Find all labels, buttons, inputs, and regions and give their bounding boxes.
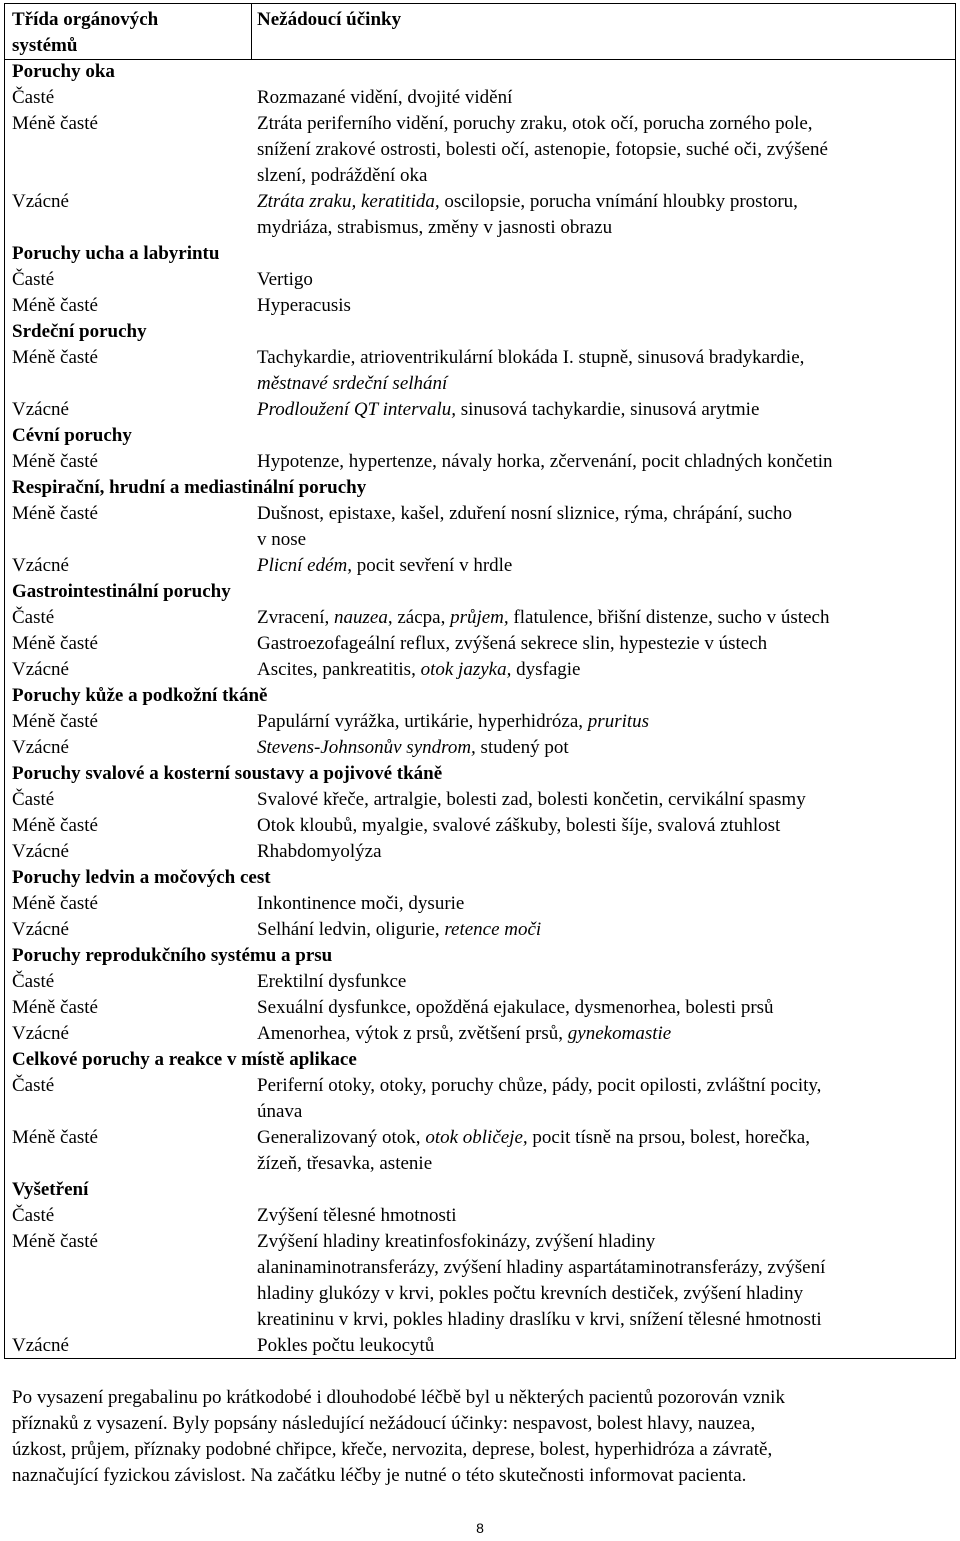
effect-text: žízeň, třesavka, astenie bbox=[257, 1153, 433, 1174]
effects-cell bbox=[257, 917, 950, 943]
effect-text: pocit tísně na prsou, bolest, horečka, bbox=[527, 1127, 810, 1148]
table-row bbox=[12, 1099, 950, 1125]
frequency-cell: Vzácné bbox=[12, 659, 69, 680]
effect-text: Zvracení, bbox=[257, 607, 335, 628]
section-heading-row bbox=[12, 865, 950, 891]
effects-cell bbox=[257, 1151, 950, 1177]
section-title: Poruchy kůže a podkožní tkáně bbox=[12, 685, 268, 706]
adverse-effects-table bbox=[4, 3, 956, 1359]
effects-cell bbox=[257, 501, 950, 527]
table-row bbox=[12, 345, 950, 371]
section-heading-row bbox=[12, 683, 950, 709]
effect-text: Dušnost, epistaxe, kašel, zduření nosní sliznice, rýma, chrápání, sucho bbox=[257, 503, 793, 524]
table-row bbox=[12, 1255, 950, 1281]
effect-text: Amenorhea, výtok z prsů, zvětšení prsů, bbox=[257, 1023, 568, 1044]
effect-text: Erektilní dysfunkce bbox=[257, 971, 407, 992]
footnote-line: Po vysazení pregabalinu po krátkodobé i dlouhodobé léčbě byl u některých pacientů pozorován vznik bbox=[12, 1387, 785, 1408]
frequency-cell: Méně časté bbox=[12, 295, 98, 316]
section-heading-row bbox=[12, 241, 950, 267]
effect-text: gynekomastie bbox=[567, 1023, 672, 1044]
effect-text: Rhabdomyolýza bbox=[257, 841, 382, 862]
section-title: Vyšetření bbox=[12, 1179, 89, 1200]
effect-text: oscilopsie, porucha vnímání hloubky prostoru, bbox=[439, 191, 798, 212]
frequency-cell: Vzácné bbox=[12, 399, 69, 420]
footnote-line: úzkost, průjem, příznaky podobné chřipce, křeče, nervozita, deprese, bolest, hyperhidróza a závratě, bbox=[12, 1439, 773, 1460]
effects-cell bbox=[257, 449, 950, 475]
effects-cell bbox=[257, 267, 950, 293]
effect-text: otok obličeje, bbox=[425, 1127, 528, 1148]
effects-cell bbox=[257, 85, 950, 111]
table-row bbox=[12, 163, 950, 189]
effect-text: Hyperacusis bbox=[257, 295, 351, 316]
frequency-cell: Méně časté bbox=[12, 893, 98, 914]
effect-text: Stevens-Johnsonův syndrom, bbox=[257, 737, 476, 758]
frequency-cell bbox=[12, 1255, 257, 1281]
frequency-cell: Vzácné bbox=[12, 191, 69, 212]
effects-cell bbox=[257, 735, 950, 761]
frequency-cell: Méně časté bbox=[12, 503, 98, 524]
effect-text: městnavé srdeční selhání bbox=[257, 373, 448, 394]
effect-text: pruritus bbox=[587, 711, 650, 732]
effect-text: Sexuální dysfunkce, opožděná ejakulace, dysmenorhea, bolesti prsů bbox=[257, 997, 774, 1018]
effects-cell bbox=[257, 1203, 950, 1229]
section-title: Celkové poruchy a reakce v místě aplikace bbox=[12, 1049, 357, 1070]
effect-text: Generalizovaný otok, bbox=[257, 1127, 426, 1148]
table-row bbox=[12, 1229, 950, 1255]
effect-text: flatulence, břišní distenze, sucho v ústech bbox=[508, 607, 830, 628]
effect-text: Gastroezofageální reflux, zvýšená sekrece slin, hypestezie v ústech bbox=[257, 633, 768, 654]
effect-text: Plicní edém, bbox=[257, 555, 352, 576]
section-title: Cévní poruchy bbox=[12, 425, 132, 446]
effect-text: Hypotenze, hypertenze, návaly horka, zčervenání, pocit chladných končetin bbox=[257, 451, 833, 472]
table-header-row-cont bbox=[12, 33, 950, 59]
table-row bbox=[12, 189, 950, 215]
table-row bbox=[12, 501, 950, 527]
effects-cell bbox=[257, 1021, 950, 1047]
table-body bbox=[12, 7, 950, 1359]
section-heading-row bbox=[12, 1177, 950, 1203]
table-row bbox=[12, 709, 950, 735]
frequency-cell: Vzácné bbox=[12, 919, 69, 940]
frequency-cell: Méně časté bbox=[12, 1127, 98, 1148]
effect-text: hladiny glukózy v krvi, pokles počtu krevních destiček, zvýšení hladiny bbox=[257, 1283, 804, 1304]
section-heading-row bbox=[12, 943, 950, 969]
effects-cell bbox=[257, 787, 950, 813]
frequency-cell: Vzácné bbox=[12, 1023, 69, 1044]
effects-cell bbox=[257, 605, 950, 631]
frequency-cell: Méně časté bbox=[12, 347, 98, 368]
frequency-cell: Časté bbox=[12, 607, 55, 628]
table-row bbox=[12, 1307, 950, 1333]
frequency-cell: Časté bbox=[12, 1075, 55, 1096]
effect-text: studený pot bbox=[475, 737, 569, 758]
table-row bbox=[12, 735, 950, 761]
table-row bbox=[12, 1125, 950, 1151]
table-row bbox=[12, 111, 950, 137]
effects-cell bbox=[257, 1073, 950, 1099]
effect-text: snížení zrakové ostrosti, bolesti očí, astenopie, fotopsie, suché oči, zvýšené bbox=[257, 139, 828, 160]
table-row bbox=[12, 891, 950, 917]
withdrawal-note bbox=[12, 1385, 952, 1489]
frequency-cell: Méně časté bbox=[12, 451, 98, 472]
effect-text: Prodloužení QT intervalu, bbox=[257, 399, 456, 420]
frequency-cell bbox=[12, 371, 257, 397]
table-row bbox=[12, 293, 950, 319]
effect-text: Ztráta zraku, keratitida, bbox=[257, 191, 440, 212]
section-heading-row bbox=[12, 1047, 950, 1073]
effect-text: Inkontinence moči, dysurie bbox=[257, 893, 465, 914]
effects-cell bbox=[257, 1229, 950, 1255]
frequency-cell bbox=[12, 163, 257, 189]
frequency-cell bbox=[12, 1281, 257, 1307]
section-title: Srdeční poruchy bbox=[12, 321, 147, 342]
frequency-cell: Méně časté bbox=[12, 997, 98, 1018]
effect-text: sinusová tachykardie, sinusová arytmie bbox=[455, 399, 760, 420]
effect-text: , zácpa, bbox=[387, 607, 451, 628]
effects-cell bbox=[257, 1099, 950, 1125]
effects-cell bbox=[257, 995, 950, 1021]
table-row bbox=[12, 969, 950, 995]
header-organ-class: Třída orgánových bbox=[12, 9, 159, 30]
effect-text: otok jazyka, bbox=[420, 659, 512, 680]
effect-text: Pokles počtu leukocytů bbox=[257, 1335, 435, 1356]
effect-text: nauzea bbox=[334, 607, 388, 628]
table-row bbox=[12, 839, 950, 865]
table-row bbox=[12, 553, 950, 579]
section-heading-row bbox=[12, 579, 950, 605]
section-heading-row bbox=[12, 475, 950, 501]
frequency-cell: Časté bbox=[12, 789, 55, 810]
table-row bbox=[12, 1333, 950, 1359]
effect-text: Zvýšení tělesné hmotnosti bbox=[257, 1205, 457, 1226]
effects-cell bbox=[257, 813, 950, 839]
effect-text: retence moči bbox=[444, 919, 542, 940]
effect-text: Vertigo bbox=[257, 269, 313, 290]
effects-cell bbox=[257, 1125, 950, 1151]
effect-text: alaninaminotransferázy, zvýšení hladiny aspartátaminotransferázy, zvýšení bbox=[257, 1257, 826, 1278]
effects-cell bbox=[257, 163, 950, 189]
effect-text: Otok kloubů, myalgie, svalové záškuby, bolesti šíje, svalová ztuhlost bbox=[257, 815, 781, 836]
section-title: Respirační, hrudní a mediastinální poruchy bbox=[12, 477, 367, 498]
frequency-cell bbox=[12, 1151, 257, 1177]
table-row bbox=[12, 631, 950, 657]
effects-cell bbox=[257, 189, 950, 215]
effects-cell bbox=[257, 1281, 950, 1307]
table-row bbox=[12, 215, 950, 241]
frequency-cell bbox=[12, 215, 257, 241]
effect-text: Periferní otoky, otoky, poruchy chůze, pády, pocit opilosti, zvláštní pocity, bbox=[257, 1075, 822, 1096]
effects-cell bbox=[257, 293, 950, 319]
effect-text: slzení, podráždění oka bbox=[257, 165, 428, 186]
frequency-cell bbox=[12, 1099, 257, 1125]
table-row bbox=[12, 527, 950, 553]
frequency-cell bbox=[12, 137, 257, 163]
effect-text: dysfagie bbox=[511, 659, 581, 680]
frequency-cell: Méně časté bbox=[12, 711, 98, 732]
effects-cell bbox=[257, 891, 950, 917]
section-heading-row bbox=[12, 59, 950, 85]
frequency-cell: Časté bbox=[12, 269, 55, 290]
effects-cell bbox=[257, 371, 950, 397]
frequency-cell bbox=[12, 1307, 257, 1333]
frequency-cell: Méně časté bbox=[12, 633, 98, 654]
effects-cell bbox=[257, 1307, 950, 1333]
header-organ-class-cont: systémů bbox=[12, 35, 78, 56]
section-title: Gastrointestinální poruchy bbox=[12, 581, 231, 602]
table-header-row bbox=[12, 7, 950, 33]
table-row bbox=[12, 813, 950, 839]
effect-text: Ascites, pankreatitis, bbox=[257, 659, 421, 680]
effects-cell bbox=[257, 1255, 950, 1281]
table-row bbox=[12, 1203, 950, 1229]
effect-text: mydriáza, strabismus, změny v jasnosti obrazu bbox=[257, 217, 613, 238]
effect-text: pocit sevření v hrdle bbox=[351, 555, 513, 576]
frequency-cell: Časté bbox=[12, 971, 55, 992]
frequency-cell: Vzácné bbox=[12, 841, 69, 862]
footnote-line: naznačující fyzickou závislost. Na začátku léčby je nutné o této skutečnosti informovat pacienta. bbox=[12, 1465, 747, 1486]
section-title: Poruchy svalové a kosterní soustavy a pojivové tkáně bbox=[12, 763, 443, 784]
header-adverse-effects: Nežádoucí účinky bbox=[257, 9, 402, 30]
effect-text: Rozmazané vidění, dvojité vidění bbox=[257, 87, 513, 108]
frequency-cell: Méně časté bbox=[12, 815, 98, 836]
effect-text: únava bbox=[257, 1101, 303, 1122]
effect-text: průjem, bbox=[450, 607, 509, 628]
table-row bbox=[12, 1073, 950, 1099]
effects-cell bbox=[257, 839, 950, 865]
table-row bbox=[12, 787, 950, 813]
table-row bbox=[12, 449, 950, 475]
frequency-cell: Časté bbox=[12, 1205, 55, 1226]
effect-text: v nose bbox=[257, 529, 307, 550]
effects-cell bbox=[257, 397, 950, 423]
table-row bbox=[12, 1281, 950, 1307]
frequency-cell: Vzácné bbox=[12, 1335, 69, 1356]
effects-cell bbox=[257, 137, 950, 163]
frequency-cell: Méně časté bbox=[12, 113, 98, 134]
effect-text: Tachykardie, atrioventrikulární blokáda I. stupně, sinusová bradykardie, bbox=[257, 347, 805, 368]
section-title: Poruchy reprodukčního systému a prsu bbox=[12, 945, 333, 966]
section-heading-row bbox=[12, 423, 950, 449]
effects-cell bbox=[257, 215, 950, 241]
effect-text: Svalové křeče, artralgie, bolesti zad, bolesti končetin, cervikální spasmy bbox=[257, 789, 806, 810]
effect-text: Selhání ledvin, oligurie, bbox=[257, 919, 445, 940]
effect-text: kreatininu v krvi, pokles hladiny draslíku v krvi, snížení tělesné hmotnosti bbox=[257, 1309, 822, 1330]
effects-cell bbox=[257, 631, 950, 657]
effects-cell bbox=[257, 969, 950, 995]
table-row bbox=[12, 267, 950, 293]
section-title: Poruchy oka bbox=[12, 61, 115, 82]
frequency-cell: Časté bbox=[12, 87, 55, 108]
table-row bbox=[12, 917, 950, 943]
footnote-line: příznaků z vysazení. Byly popsány následující nežádoucí účinky: nespavost, bolest hlavy, nauzea, bbox=[12, 1413, 756, 1434]
effect-text: Ztráta periferního vidění, poruchy zraku, otok očí, porucha zorného pole, bbox=[257, 113, 813, 134]
section-heading-row bbox=[12, 761, 950, 787]
frequency-cell: Vzácné bbox=[12, 737, 69, 758]
table-row bbox=[12, 85, 950, 111]
effect-text: Papulární vyrážka, urtikárie, hyperhidróza, bbox=[257, 711, 588, 732]
effects-cell bbox=[257, 111, 950, 137]
table-row bbox=[12, 371, 950, 397]
frequency-cell: Méně časté bbox=[12, 1231, 98, 1252]
section-heading-row bbox=[12, 319, 950, 345]
table-row bbox=[12, 995, 950, 1021]
table-row bbox=[12, 605, 950, 631]
table-row bbox=[12, 137, 950, 163]
section-title: Poruchy ledvin a močových cest bbox=[12, 867, 271, 888]
effects-cell bbox=[257, 527, 950, 553]
table-row bbox=[12, 657, 950, 683]
table-row bbox=[12, 1151, 950, 1177]
section-title: Poruchy ucha a labyrintu bbox=[12, 243, 220, 264]
effects-cell bbox=[257, 709, 950, 735]
table-row bbox=[12, 397, 950, 423]
frequency-cell bbox=[12, 527, 257, 553]
effect-text: Zvýšení hladiny kreatinfosfokinázy, zvýšení hladiny bbox=[257, 1231, 656, 1252]
page-number: 8 bbox=[476, 1520, 484, 1536]
effects-cell bbox=[257, 553, 950, 579]
frequency-cell: Vzácné bbox=[12, 555, 69, 576]
table-row bbox=[12, 1021, 950, 1047]
effects-cell bbox=[257, 345, 950, 371]
effects-cell bbox=[257, 1333, 950, 1359]
effects-cell bbox=[257, 657, 950, 683]
